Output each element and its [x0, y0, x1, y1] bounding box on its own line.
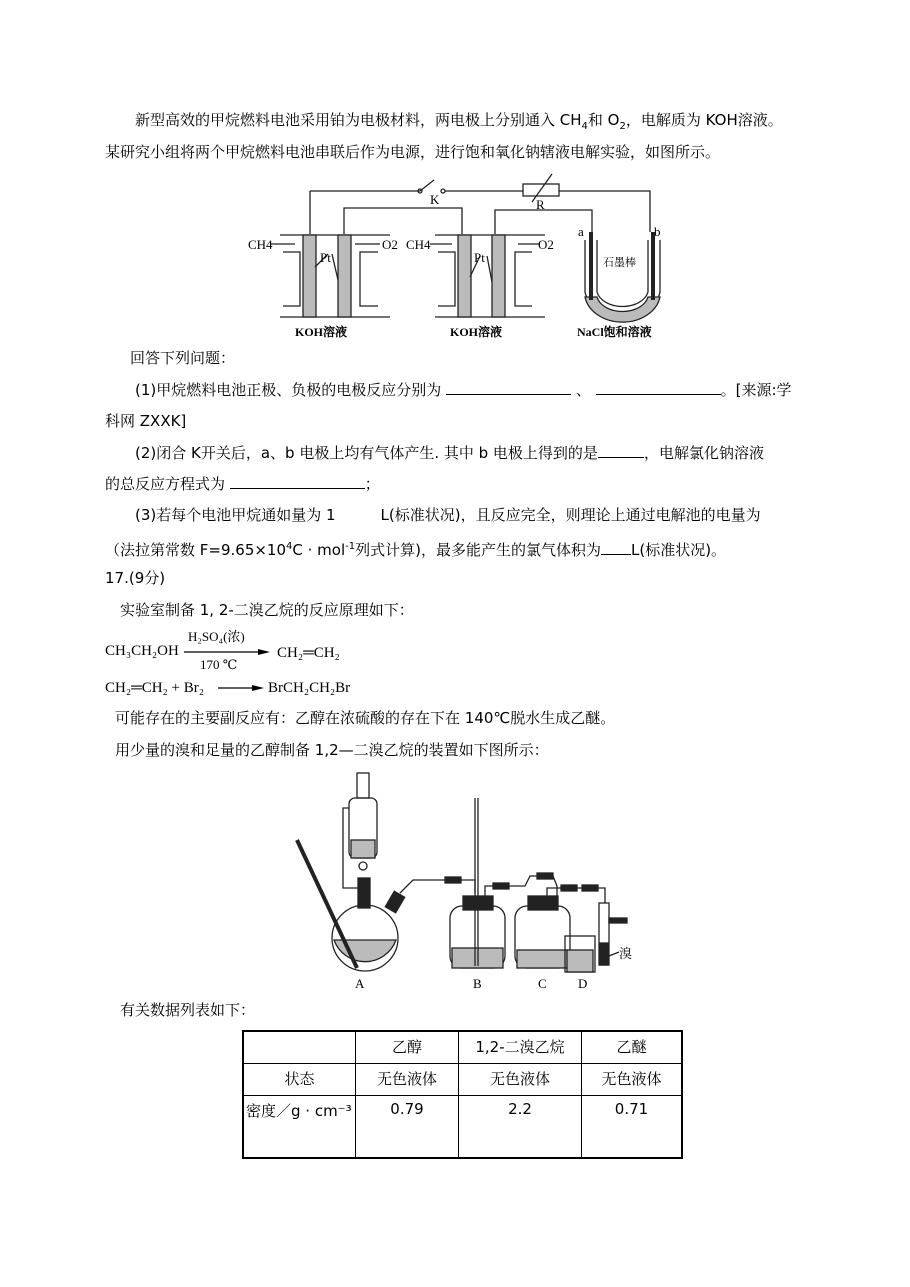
question-1-cont: 科网 ZXXK] [105, 412, 187, 430]
table-row [243, 1064, 682, 1096]
answer-blank-1[interactable] [446, 380, 571, 395]
koh-label-2: KOH溶液 [450, 325, 503, 339]
label-b: B [473, 976, 482, 990]
table-header [243, 1031, 356, 1064]
eq1-condition: 170 ℃ [200, 657, 238, 672]
question-text: (1)甲烷燃料电池正极、负极的电极反应分别为 [135, 381, 442, 399]
table-row [243, 1096, 682, 1158]
o2-label: O2 [382, 237, 398, 252]
eq2-reactants: CH₂═CH₂ + Br₂ [105, 680, 204, 696]
superscript: -1 [345, 541, 356, 552]
answer-blank-4[interactable] [230, 474, 365, 489]
table-header: 1,2-二溴乙烷 [459, 1031, 582, 1064]
table-intro: 有关数据列表如下： [120, 1001, 256, 1019]
question-3-cont [105, 537, 726, 560]
pt-label-2: Pt [474, 250, 485, 265]
separator: 、 [575, 381, 591, 399]
answer-blank-5[interactable] [601, 540, 631, 555]
subscript: 2 [619, 121, 626, 132]
question-2 [135, 443, 764, 463]
question-17-number: 17.(9分) [105, 569, 166, 587]
table-header: 乙醚 [582, 1031, 683, 1064]
subscript: 4 [581, 121, 588, 132]
label-d: D [578, 976, 588, 990]
switch-label: K [430, 192, 440, 207]
table-header: 乙醇 [356, 1031, 459, 1064]
graphite-label: 石墨棒 [603, 257, 636, 269]
question-text: C · mol [292, 541, 346, 559]
table-cell: 0.71 [582, 1096, 683, 1158]
side-reaction-text: 可能存在的主要副反应有：乙醇在浓硫酸的存在下在 140℃脱水生成乙醚。 [115, 709, 616, 727]
question-3: (3)若每个电池甲烷通如量为 1 L(标准状况)，且反应完全，则理论上通过电解池的电量为 [135, 506, 761, 524]
intro-text: ，电解质为 KOH溶液。 [625, 111, 783, 129]
question-17-intro: 实验室制备 1, 2-二溴乙烷的反应原理如下： [120, 601, 414, 619]
superscript: 4 [286, 541, 293, 552]
question-text: 。[来源:学 [720, 381, 792, 399]
answer-prompt: 回答下列问题： [130, 349, 236, 367]
pt-label: Pt [320, 250, 331, 265]
question-2-cont [105, 474, 380, 494]
ch4-label: CH4 [248, 237, 273, 252]
o2-label-2: O2 [538, 237, 554, 252]
koh-label-1: KOH溶液 [295, 325, 348, 339]
reaction-arrow-2 [218, 684, 264, 692]
apparatus-diagram [285, 768, 645, 990]
table-header-row [243, 1031, 682, 1064]
apparatus-intro: 用少量的溴和足量的乙醇制备 1,2—二溴乙烷的装置如下图所示： [115, 741, 549, 759]
table-cell: 无色液体 [582, 1064, 683, 1096]
question-text: ； [364, 475, 380, 493]
intro-text: 新型高效的甲烷燃料电池采用铂为电极材料，两电极上分别通入 CH [135, 111, 582, 129]
table-cell: 密度／g · cm⁻³ [243, 1096, 356, 1158]
table-cell: 状态 [243, 1064, 356, 1096]
question-text: 列式计算)，最多能产生的氯气体积为 [355, 541, 601, 559]
answer-blank-2[interactable] [596, 380, 721, 395]
question-text: （法拉第常数 F=9.65×10 [105, 541, 287, 559]
intro-line-2: 某研究小组将两个甲烷燃料电池串联后作为电源，进行饱和氧化钠辖液电解实验，如图所示。 [105, 143, 721, 161]
electrode-b-label: b [654, 224, 661, 239]
label-a: A [355, 976, 365, 990]
table-cell: 无色液体 [459, 1064, 582, 1096]
question-text: L(标准状况)。 [630, 541, 727, 559]
table-cell: 2.2 [459, 1096, 582, 1158]
eq1-catalyst: H₂SO₄(浓) [188, 629, 245, 644]
fuel-cell-electrolysis-diagram [240, 172, 680, 344]
nacl-label: NaCl饱和溶液 [577, 325, 652, 339]
resistor-label: R [536, 197, 545, 212]
question-1 [135, 380, 792, 400]
label-c: C [538, 976, 547, 990]
electrode-a-label: a [578, 224, 584, 239]
ch4-label-2: CH4 [406, 237, 431, 252]
table-cell: 无色液体 [356, 1064, 459, 1096]
eq1-reactant: CH₃CH₂OH [105, 643, 179, 659]
intro-line-1 [135, 110, 783, 137]
question-text: (2)闭合 K开关后，a、b 电极上均有气体产生. 其中 b 电极上得到的是 [135, 444, 598, 462]
data-table [242, 1030, 683, 1159]
table-cell: 0.79 [356, 1096, 459, 1158]
reaction-arrow [184, 648, 270, 656]
question-text: ，电解氯化钠溶液 [643, 444, 764, 462]
eq2-product: BrCH₂CH₂Br [268, 680, 351, 696]
question-text: 的总反应方程式为 [105, 475, 226, 493]
eq1-product: CH₂═CH₂ [277, 645, 340, 661]
answer-blank-3[interactable] [598, 443, 644, 458]
intro-text: 和 O [587, 111, 620, 129]
bromine-label: 溴 [619, 946, 633, 961]
